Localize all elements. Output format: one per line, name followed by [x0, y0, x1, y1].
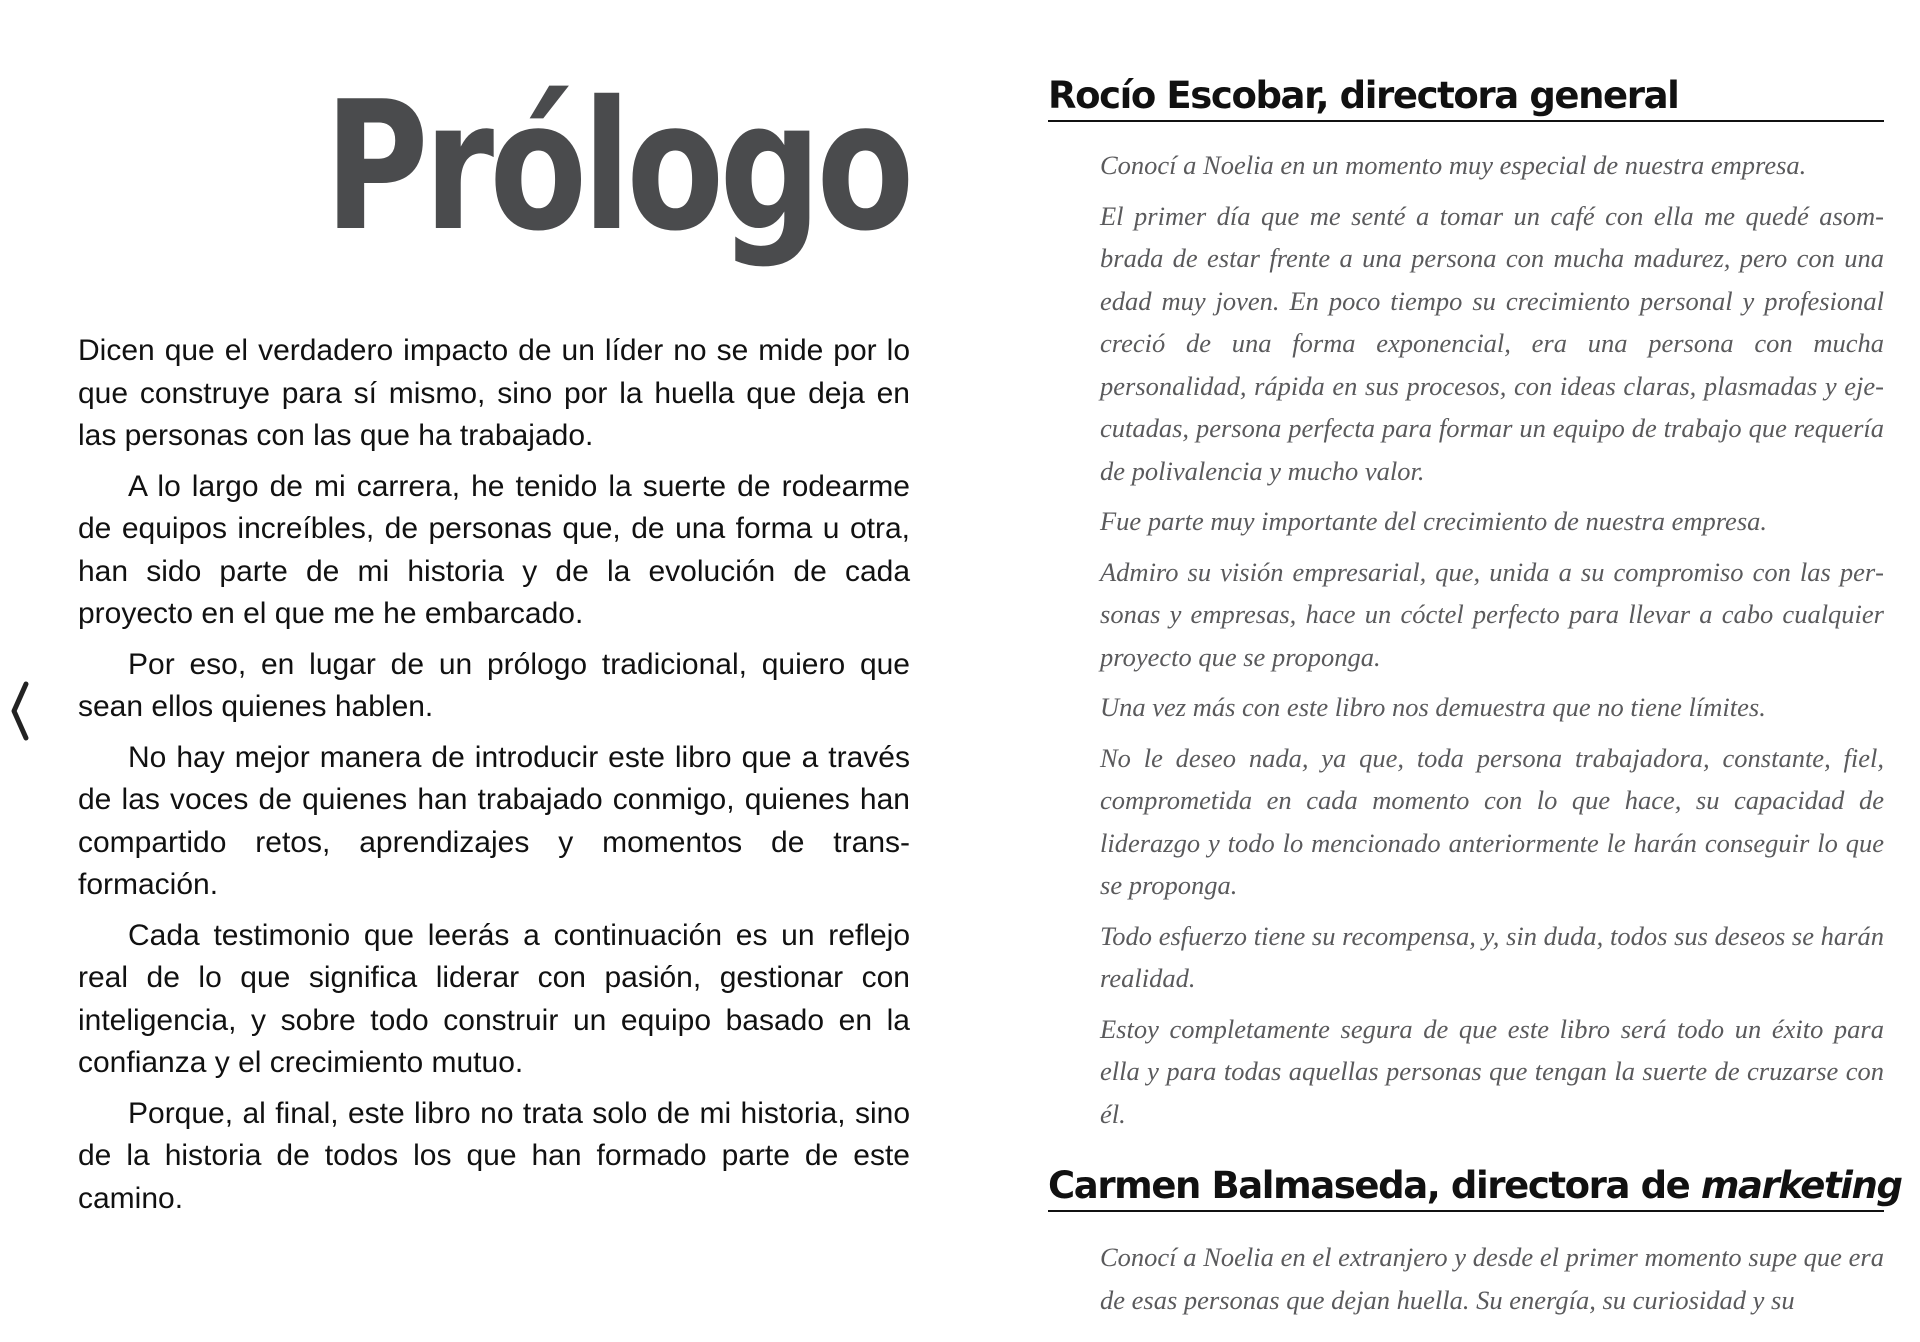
testimonial-heading: [1048, 1164, 1902, 1212]
heading-emphasis: marketing: [1700, 1164, 1902, 1207]
testimonial-heading: Rocío Escobar, directora general: [1048, 74, 1884, 122]
paragraph: Porque, al final, este libro no trata solo de mi historia, sino de la historia de todos los que han formado parte de este camino.: [78, 1096, 910, 1215]
paragraph: No hay mejor manera de introducir este libro que a través de las voces de quienes han trabajado conmigo, quienes han compartido retos, aprendizajes y momentos de transformación.: [78, 740, 910, 901]
heading-text: Carmen Balmaseda, directora de: [1048, 1164, 1701, 1207]
quote-paragraph: Todo esfuerzo tiene su recompensa, y, sin duda, todos sus deseos se harán realidad.: [1100, 920, 1884, 993]
prologue-body: [78, 330, 910, 1228]
quote-paragraph: Conocí a Noelia en un momento muy especial de nuestra empresa.: [1100, 150, 1807, 180]
page-title: Prólogo: [324, 63, 910, 270]
testimonial-quote: [1100, 144, 1884, 1143]
chevron-left-icon: [4, 676, 34, 746]
quote-paragraph: Una vez más con este libro nos demuestra que no tiene límites.: [1100, 692, 1766, 722]
quote-paragraph: Conocí a Noelia en el extranjero y desde el primer momento supe que era de esas personas que dejan huella. Su energía, su curiosidad y su: [1100, 1242, 1884, 1315]
paragraph: Dicen que el verdadero impacto de un líder no se mide por lo que construye para sí mismo, sino por la huella que deja en las personas con las que ha trabajado.: [78, 334, 910, 452]
testimonial-quote: [1100, 1236, 1884, 1329]
paragraph: A lo largo de mi carrera, he tenido la suerte de rodearme de equipos increíbles, de personas que, de una forma u otra, han sido parte de mi historia y de la evolución de cada proyecto en el que me he embarcado.: [78, 469, 910, 630]
quote-paragraph: Estoy completamente segura de que este libro será todo un éxito para ella y para todas aquellas personas que tengan la suerte de cruzarse con él.: [1100, 1013, 1884, 1129]
quote-paragraph: El primer día que me senté a tomar un café con ella me quedé asombrada de estar frente a una persona con mucha madurez, pero con una edad muy joven. En poco tiempo su crecimiento personal y profesional creció de una forma exponencial, era una persona con mucha personalidad, rápida en sus procesos, con ideas claras, plasmadas y ejecutadas, persona perfecta para formar un equipo de trabajo que requería de polivalencia y mucho valor.: [1100, 200, 1884, 486]
quote-paragraph: Admiro su visión empresarial, que, unida a su compromiso con las personas y empresas, hace un cóctel perfecto para llevar a cabo cualquier proyecto que se proponga.: [1100, 556, 1884, 672]
quote-paragraph: Fue parte muy importante del crecimiento de nuestra empresa.: [1100, 506, 1768, 536]
left-page: [78, 0, 910, 1342]
quote-paragraph: No le deseo nada, ya que, toda persona trabajadora, constante, fiel, comprometida en cada momento con lo que hace, su capacidad de liderazgo y todo lo mencionado anteriormente le harán conseguir lo que se proponga.: [1100, 742, 1884, 900]
prev-page-button[interactable]: [4, 676, 34, 746]
right-page: [1048, 0, 1902, 1342]
paragraph: Por eso, en lugar de un prólogo tradicional, quiero que sean ellos quienes hablen.: [78, 647, 910, 723]
paragraph: Cada testimonio que leerás a continuación es un reflejo real de lo que significa liderar con pasión, gestionar con inteligencia, y sobre todo construir un equipo basado en la confianza y el crecimiento mutuo.: [78, 918, 910, 1079]
